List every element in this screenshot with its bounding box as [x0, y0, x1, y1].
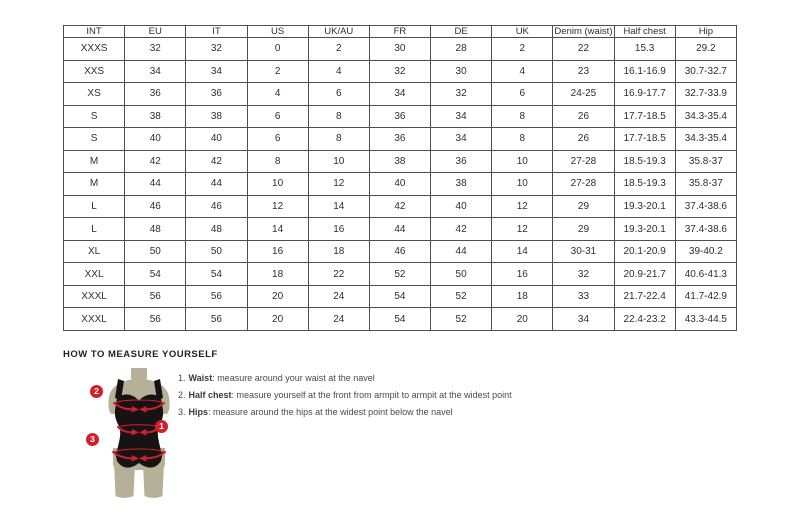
table-cell: XXXL	[64, 285, 125, 308]
table-cell: 20.9-21.7	[614, 263, 675, 286]
table-cell: 36	[369, 128, 430, 151]
table-header-row	[64, 26, 737, 38]
table-row	[64, 263, 737, 286]
size-chart-table	[63, 25, 737, 331]
table-cell: 2	[308, 38, 369, 61]
table-cell: 30.7-32.7	[675, 60, 736, 83]
table-cell: 6	[247, 105, 308, 128]
table-cell: 37.4-38.6	[675, 218, 736, 241]
table-cell: 34	[186, 60, 247, 83]
column-header: IT	[186, 26, 247, 38]
table-cell: 36	[369, 105, 430, 128]
table-cell: 18.5-19.3	[614, 150, 675, 173]
table-cell: 4	[308, 60, 369, 83]
table-cell: 20	[492, 308, 553, 331]
table-cell: 50	[431, 263, 492, 286]
table-cell: 16	[247, 240, 308, 263]
column-header: Half chest	[614, 26, 675, 38]
measure-step-half-chest	[178, 387, 512, 404]
table-row	[64, 285, 737, 308]
table-cell: 37.4-38.6	[675, 195, 736, 218]
table-cell: 32.7-33.9	[675, 83, 736, 106]
table-row	[64, 105, 737, 128]
table-cell: XXXS	[64, 38, 125, 61]
table-cell: 44	[369, 218, 430, 241]
table-cell: 27-28	[553, 173, 614, 196]
table-cell: 8	[247, 150, 308, 173]
table-cell: 42	[186, 150, 247, 173]
table-cell: 34	[125, 60, 186, 83]
table-cell: 38	[125, 105, 186, 128]
table-cell: 16.9-17.7	[614, 83, 675, 106]
table-cell: 48	[125, 218, 186, 241]
table-cell: 50	[125, 240, 186, 263]
table-cell: 6	[492, 83, 553, 106]
table-cell: M	[64, 150, 125, 173]
table-cell: 0	[247, 38, 308, 61]
table-cell: XL	[64, 240, 125, 263]
table-cell: 43.3-44.5	[675, 308, 736, 331]
table-cell: 39-40.2	[675, 240, 736, 263]
table-cell: 24-25	[553, 83, 614, 106]
table-cell: 34	[553, 308, 614, 331]
table-cell: 34.3-35.4	[675, 105, 736, 128]
table-row	[64, 308, 737, 331]
column-header: EU	[125, 26, 186, 38]
table-cell: 6	[247, 128, 308, 151]
table-cell: 42	[369, 195, 430, 218]
step-number: 3.	[178, 407, 186, 417]
table-cell: 34	[431, 128, 492, 151]
table-cell: 32	[553, 263, 614, 286]
table-cell: 40.6-41.3	[675, 263, 736, 286]
table-cell: 29	[553, 218, 614, 241]
table-cell: 44	[186, 173, 247, 196]
table-cell: 36	[125, 83, 186, 106]
table-cell: 23	[553, 60, 614, 83]
table-cell: 12	[492, 218, 553, 241]
table-cell: 36	[186, 83, 247, 106]
table-row	[64, 173, 737, 196]
table-row	[64, 38, 737, 61]
step-term: Hips	[188, 407, 209, 417]
table-cell: 56	[186, 308, 247, 331]
column-header: UK/AU	[308, 26, 369, 38]
table-cell: 12	[308, 173, 369, 196]
table-row	[64, 240, 737, 263]
table-cell: 8	[492, 105, 553, 128]
column-header: FR	[369, 26, 430, 38]
table-cell: L	[64, 195, 125, 218]
table-cell: 8	[492, 128, 553, 151]
table-cell: 30	[431, 60, 492, 83]
table-cell: 18.5-19.3	[614, 173, 675, 196]
table-cell: S	[64, 128, 125, 151]
table-cell: 18	[492, 285, 553, 308]
table-cell: 41.7-42.9	[675, 285, 736, 308]
table-body	[64, 38, 737, 331]
table-cell: 46	[125, 195, 186, 218]
table-cell: 22.4-23.2	[614, 308, 675, 331]
table-cell: 16	[492, 263, 553, 286]
table-cell: 15.3	[614, 38, 675, 61]
table-cell: 8	[308, 128, 369, 151]
column-header: INT	[64, 26, 125, 38]
table-cell: 4	[247, 83, 308, 106]
table-cell: 20.1-20.9	[614, 240, 675, 263]
table-row	[64, 128, 737, 151]
table-cell: 52	[431, 308, 492, 331]
table-cell: 10	[308, 150, 369, 173]
table-cell: 34	[369, 83, 430, 106]
table-cell: 46	[369, 240, 430, 263]
table-cell: 26	[553, 105, 614, 128]
measure-step-waist	[178, 370, 512, 387]
table-row	[64, 150, 737, 173]
column-header: UK	[492, 26, 553, 38]
table-cell: 54	[186, 263, 247, 286]
table-cell: 38	[186, 105, 247, 128]
table-cell: 10	[247, 173, 308, 196]
measure-heading: HOW TO MEASURE YOURSELF	[63, 349, 218, 360]
table-cell: 56	[125, 308, 186, 331]
table-cell: 19.3-20.1	[614, 195, 675, 218]
table-cell: 33	[553, 285, 614, 308]
table-cell: 44	[125, 173, 186, 196]
step-term: Waist	[188, 373, 213, 383]
table-cell: 54	[125, 263, 186, 286]
table-cell: 50	[186, 240, 247, 263]
table-cell: 40	[186, 128, 247, 151]
table-cell: 28	[431, 38, 492, 61]
table-cell: 40	[125, 128, 186, 151]
table-cell: 6	[308, 83, 369, 106]
table-cell: 27-28	[553, 150, 614, 173]
table-cell: 10	[492, 173, 553, 196]
step-text: : measure around your waist at the navel	[212, 373, 375, 383]
table-cell: 34	[431, 105, 492, 128]
table-row	[64, 83, 737, 106]
table-cell: 52	[431, 285, 492, 308]
table-cell: 42	[431, 218, 492, 241]
table-cell: L	[64, 218, 125, 241]
table-cell: 21.7-22.4	[614, 285, 675, 308]
table-cell: 12	[492, 195, 553, 218]
step-text: : measure yourself at the front from armpit to armpit at the widest point	[231, 390, 512, 400]
table-cell: XXS	[64, 60, 125, 83]
table-row	[64, 60, 737, 83]
table-row	[64, 195, 737, 218]
table-cell: 29.2	[675, 38, 736, 61]
table-cell: 12	[247, 195, 308, 218]
measure-badge-waist: 1	[155, 420, 168, 433]
table-cell: 18	[308, 240, 369, 263]
table-cell: 56	[186, 285, 247, 308]
table-cell: 36	[431, 150, 492, 173]
table-cell: 40	[431, 195, 492, 218]
table-cell: 24	[308, 308, 369, 331]
table-cell: 54	[369, 308, 430, 331]
mannequin-left-thigh	[114, 462, 135, 498]
table-cell: M	[64, 173, 125, 196]
table-cell: 38	[369, 150, 430, 173]
table-cell: 10	[492, 150, 553, 173]
table-cell: XXL	[64, 263, 125, 286]
table-cell: 52	[369, 263, 430, 286]
step-number: 2.	[178, 390, 186, 400]
table-row	[64, 218, 737, 241]
mannequin-right-thigh	[143, 462, 164, 498]
step-term: Half chest	[188, 390, 232, 400]
column-header: DE	[431, 26, 492, 38]
table-cell: 20	[247, 285, 308, 308]
table-cell: XS	[64, 83, 125, 106]
table-cell: 14	[308, 195, 369, 218]
table-cell: 26	[553, 128, 614, 151]
table-cell: 16.1-16.9	[614, 60, 675, 83]
table-cell: 20	[247, 308, 308, 331]
table-cell: 18	[247, 263, 308, 286]
table-cell: 4	[492, 60, 553, 83]
measure-badge-chest: 2	[90, 385, 103, 398]
table-cell: 30	[369, 38, 430, 61]
measure-badge-hips: 3	[86, 433, 99, 446]
table-cell: 16	[308, 218, 369, 241]
table-cell: 2	[492, 38, 553, 61]
table-cell: 32	[186, 38, 247, 61]
table-cell: 48	[186, 218, 247, 241]
measure-steps	[178, 370, 512, 421]
table-cell: 24	[308, 285, 369, 308]
table-cell: 38	[431, 173, 492, 196]
table-cell: 54	[369, 285, 430, 308]
table-cell: 2	[247, 60, 308, 83]
table-cell: 35.8-37	[675, 150, 736, 173]
table-cell: 42	[125, 150, 186, 173]
column-header: US	[247, 26, 308, 38]
table-cell: 14	[492, 240, 553, 263]
step-text: : measure around the hips at the widest point below the navel	[208, 407, 453, 417]
table-cell: 22	[553, 38, 614, 61]
column-header: Denim (waist)	[554, 26, 613, 37]
table-cell: 19.3-20.1	[614, 218, 675, 241]
measure-step-hips	[178, 404, 512, 421]
table-cell: 40	[369, 173, 430, 196]
table-cell: 30-31	[553, 240, 614, 263]
table-cell: 32	[125, 38, 186, 61]
table-cell: 17.7-18.5	[614, 128, 675, 151]
table-cell: 35.8-37	[675, 173, 736, 196]
step-number: 1.	[178, 373, 186, 383]
table-cell: 32	[431, 83, 492, 106]
table-cell: XXXL	[64, 308, 125, 331]
table-cell: S	[64, 105, 125, 128]
table-cell: 22	[308, 263, 369, 286]
table-cell: 34.3-35.4	[675, 128, 736, 151]
column-header: Hip	[675, 26, 736, 38]
table-cell: 46	[186, 195, 247, 218]
table-cell: 44	[431, 240, 492, 263]
table-cell: 8	[308, 105, 369, 128]
table-cell: 14	[247, 218, 308, 241]
table-cell: 29	[553, 195, 614, 218]
table-cell: 32	[369, 60, 430, 83]
table-cell: 17.7-18.5	[614, 105, 675, 128]
table-cell: 56	[125, 285, 186, 308]
